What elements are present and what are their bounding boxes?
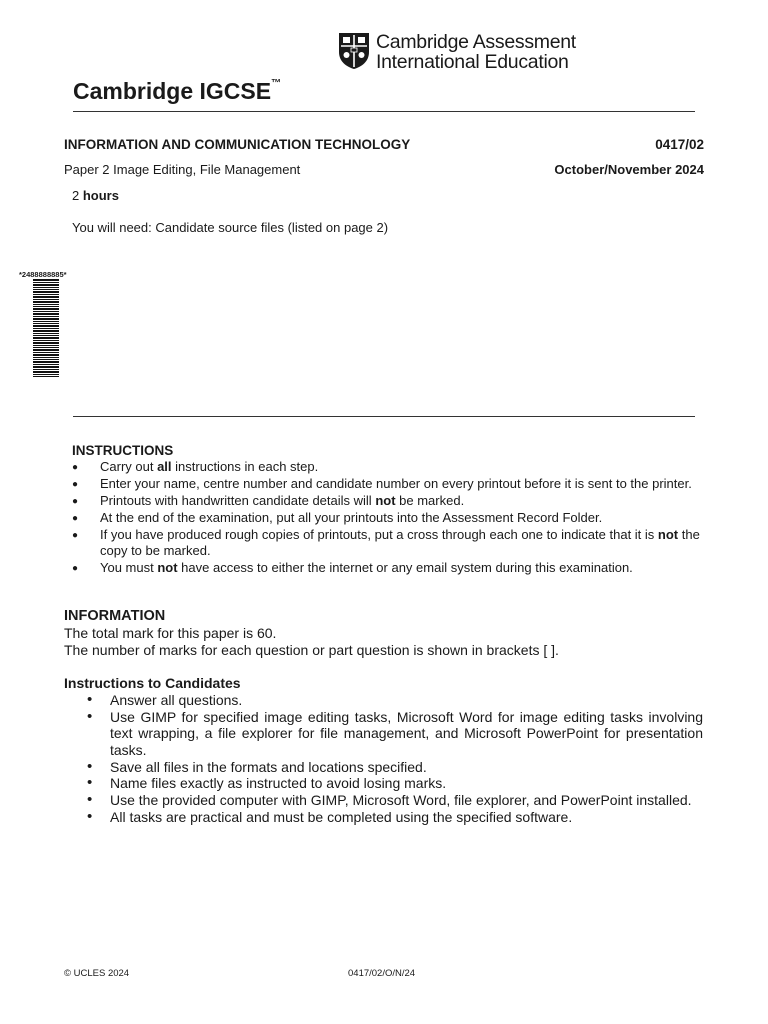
footer-reference: 0417/02/O/N/24 — [348, 968, 416, 979]
brand-title — [73, 78, 281, 105]
cambridge-logo — [338, 31, 583, 71]
section-divider — [73, 416, 695, 417]
instruction-text: If you have produced rough copies of printouts, put a cross through each one to indicate that it is — [100, 527, 658, 542]
instruction-item — [72, 459, 704, 475]
duration-unit: hours — [82, 188, 119, 203]
duration-number: 2 — [72, 188, 80, 203]
instruction-item — [72, 560, 704, 576]
instruction-item — [72, 510, 704, 526]
instruction-item — [72, 527, 704, 558]
instruction-emphasis: not — [375, 493, 396, 508]
instruction-text: At the end of the examination, put all your printouts into the Assessment Record Folder. — [100, 510, 603, 525]
instruction-text: Printouts with handwritten candidate details will — [100, 493, 376, 508]
syllabus-code: 0417/02 — [655, 137, 704, 152]
candidate-instruction-item: • All tasks are practical and must be completed using the specified software. — [86, 809, 703, 826]
footer-copyright: © UCLES 2024 — [64, 968, 130, 979]
instructions-heading: INSTRUCTIONS — [72, 443, 174, 458]
instruction-text: Carry out — [100, 459, 158, 474]
candidate-instruction-item: • Use GIMP for specified image editing tasks, Microsoft Word for image editing tasks involving text wrapping, a file explorer for file management, and Microsoft PowerPoint for presentation tasks. — [86, 709, 703, 759]
candidate-instruction-item: • Answer all questions. — [86, 692, 703, 709]
you-will-need: You will need: Candidate source files (listed on page 2) — [72, 220, 389, 235]
instruction-text: instructions in each step. — [171, 459, 319, 474]
header-divider — [73, 111, 695, 112]
exam-session: October/November 2024 — [554, 162, 704, 177]
instruction-text: the copy to be marked. — [100, 527, 700, 558]
subject-title: INFORMATION AND COMMUNICATION TECHNOLOGY — [64, 137, 411, 152]
candidate-instruction-item: • Use the provided computer with GIMP, Microsoft Word, file explorer, and PowerPoint installed. — [86, 792, 703, 809]
instruction-emphasis: not — [657, 527, 679, 542]
paper-title: Paper 2 Image Editing, File Management — [64, 162, 301, 177]
instruction-text: Enter your name, centre number and candidate number on every printout before it is sent to the printer. — [100, 476, 692, 491]
instruction-text: You must — [100, 559, 158, 575]
shield-icon — [338, 32, 370, 70]
barcode-text: *2488888885* — [19, 270, 67, 279]
instructions-list — [72, 459, 704, 577]
brand-name: Cambridge IGCSE — [73, 78, 272, 104]
instruction-item — [72, 493, 704, 509]
instruction-emphasis: not — [157, 559, 178, 575]
candidate-instructions-heading: Instructions to Candidates — [64, 675, 241, 691]
total-mark-text: The total mark for this paper is 60. — [64, 625, 277, 641]
instruction-text: be marked. — [395, 493, 465, 508]
duration — [72, 188, 119, 203]
instruction-item — [72, 476, 704, 492]
marks-brackets-text: The number of marks for each question or part question is shown in brackets [ ]. — [64, 642, 559, 658]
information-heading: INFORMATION — [64, 608, 166, 624]
candidate-instructions-list — [86, 692, 703, 826]
barcode-image — [33, 279, 59, 377]
logo-line1: Cambridge Assessment — [376, 31, 576, 53]
candidate-instruction-item: • Name files exactly as instructed to avoid losing marks. — [86, 775, 703, 792]
logo-line2: International Education — [376, 51, 569, 73]
instruction-emphasis: all — [157, 459, 172, 474]
trademark-symbol: ™ — [271, 78, 282, 90]
instruction-text: have access to either the internet or any email system during this examination. — [177, 559, 633, 575]
candidate-instruction-item: • Save all files in the formats and locations specified. — [86, 759, 703, 776]
